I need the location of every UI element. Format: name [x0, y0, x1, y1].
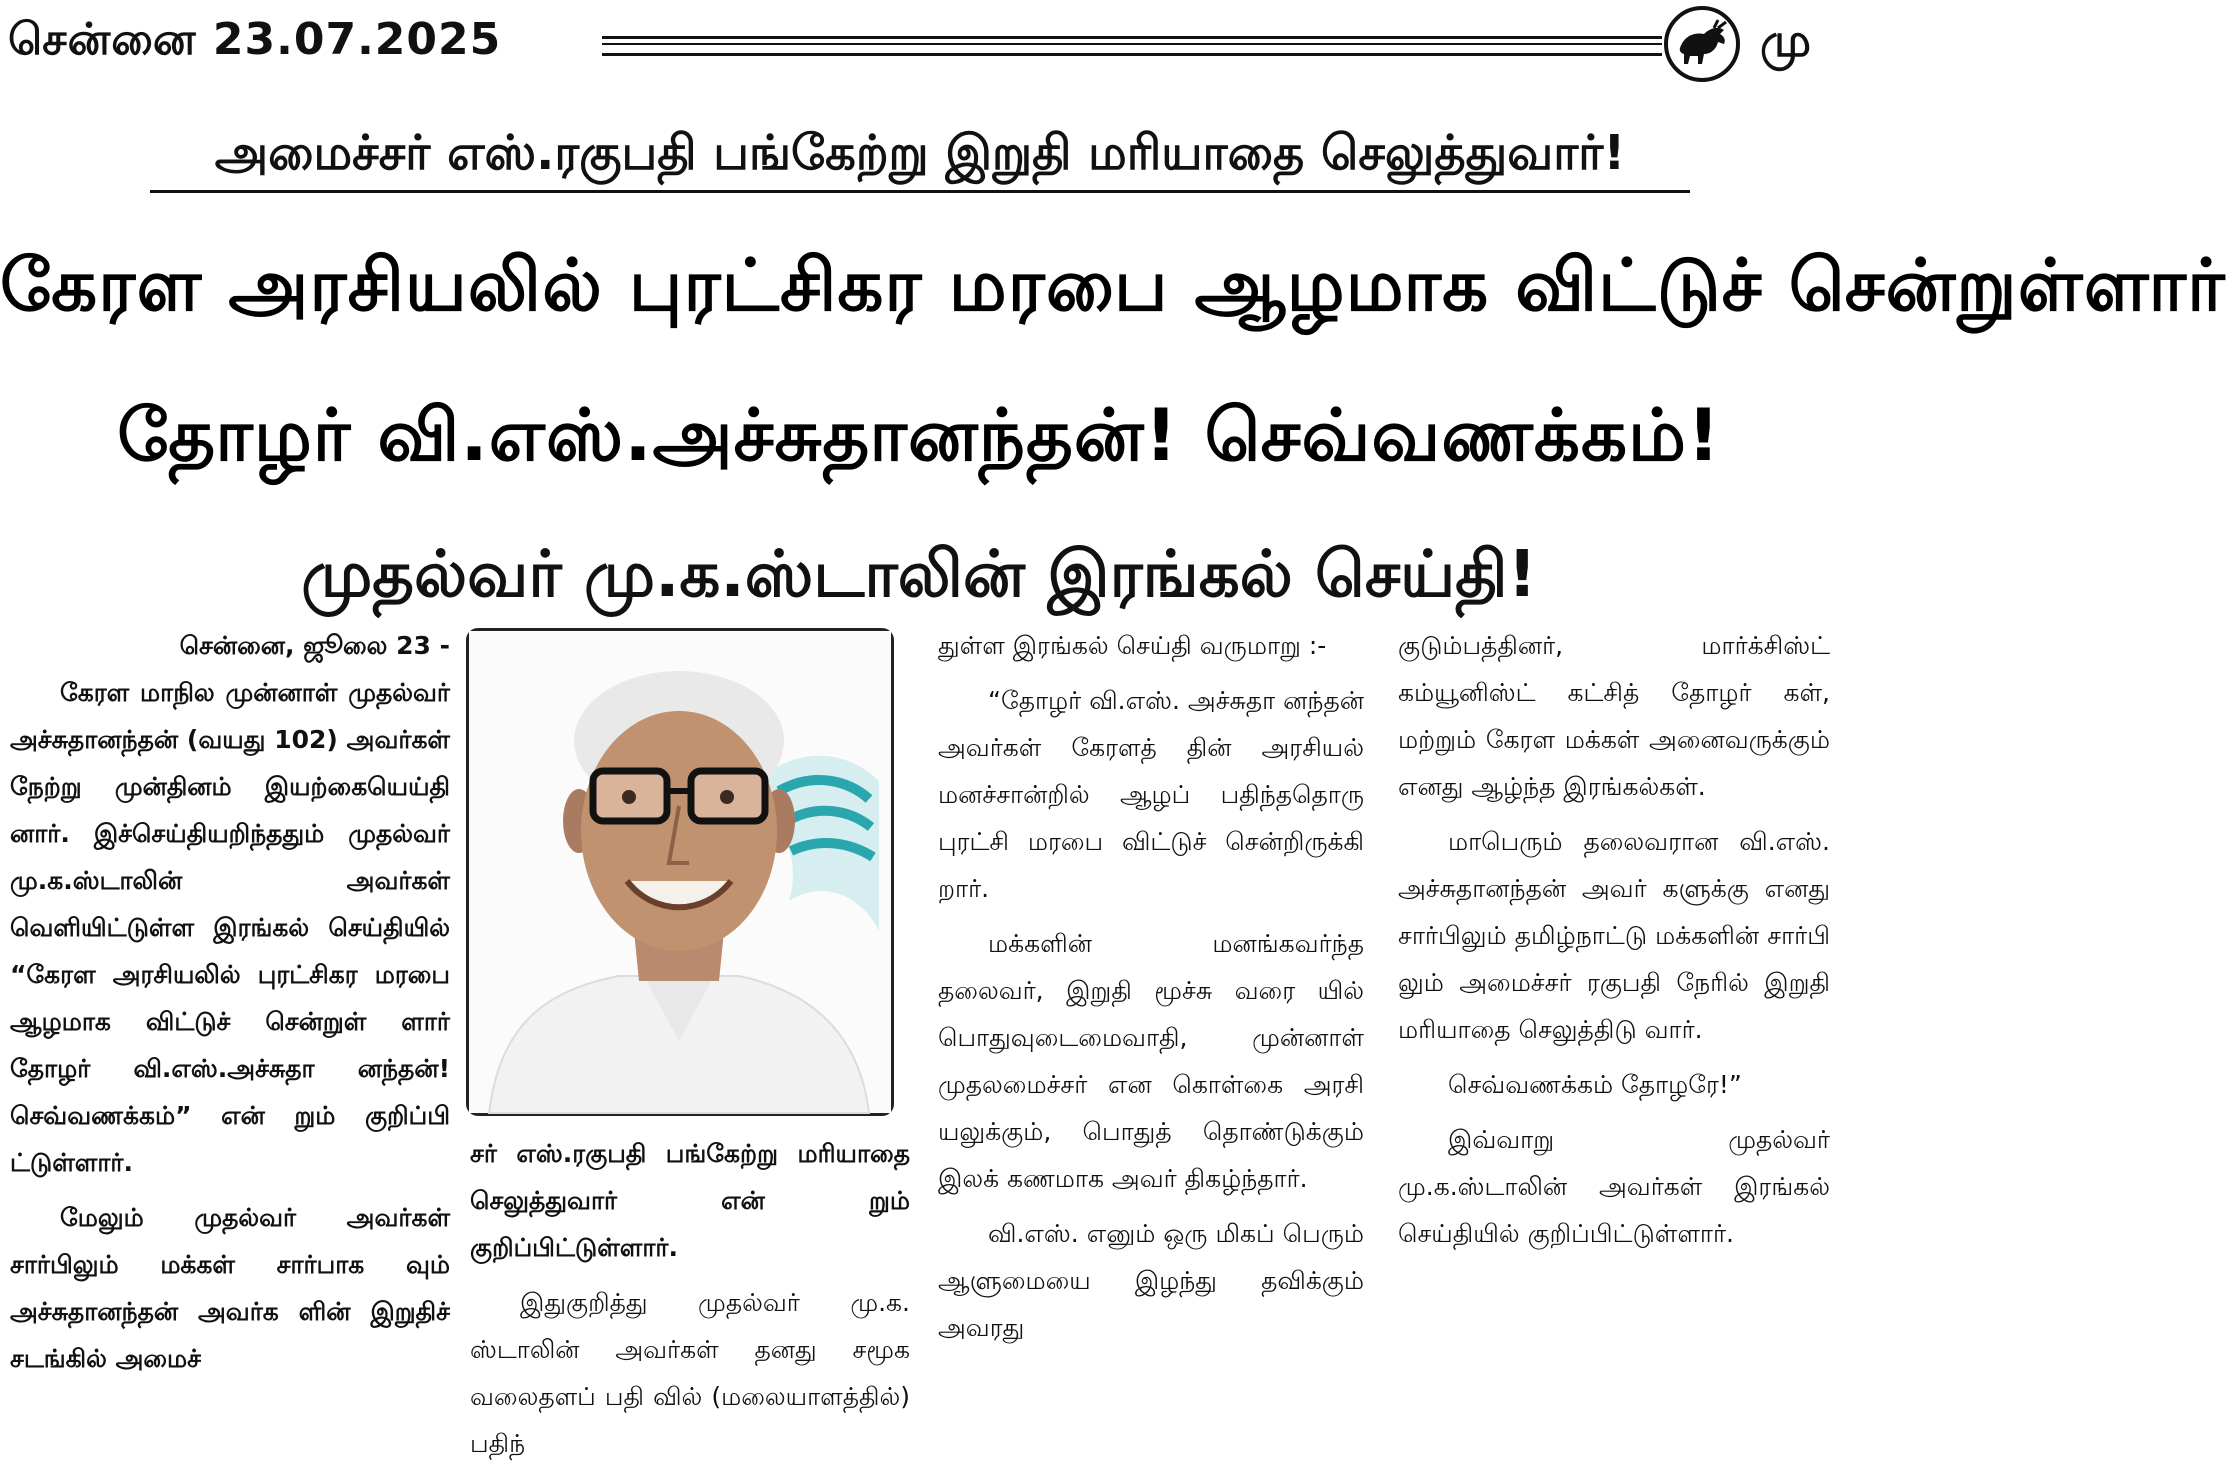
subheadline: முதல்வர் மு.க.ஸ்டாலின் இரங்கல் செய்தி!: [301, 538, 1537, 612]
bull-emblem-icon: [1664, 6, 1740, 82]
paragraph: “தோழர் வி.எஸ். அச்சுதா னந்தன் அவர்கள் கேரளத் தின் அரசியல் மனச்சான்றில் ஆழப் பதிந்ததொரு புரட்சி மரபை விட்டுச் சென்றிருக்கி றார்.: [938, 686, 1364, 903]
paragraph: சர் எஸ்.ரகுபதி பங்கேற்று மரியாதை செலுத்துவார் என் றும் குறிப்பிட்டுள்ளார்.: [470, 1139, 910, 1262]
paragraph: துள்ள இரங்கல் செய்தி வருமாறு :-: [938, 631, 1327, 660]
headline-line-1: கேரள அரசியலில் புரட்சிகர மரபை ஆழமாக விட்டுச் சென்றுள்ளார்: [0, 243, 2226, 327]
paragraph: வி.எஸ். எனும் ஒரு மிகப் பெரும் ஆளுமையை இழந்து தவிக்கும் அவரது: [938, 1219, 1364, 1342]
article-column-3: [938, 622, 1364, 1351]
article-column-1: [10, 622, 450, 1382]
paragraph: இதுகுறித்து முதல்வர் மு.க. ஸ்டாலின் அவர்கள் தனது சமூக வலைதளப் பதி வில் (மலையாளத்தில்) பதிந்: [470, 1288, 910, 1458]
paragraph: மேலும் முதல்வர் அவர்கள் சார்பிலும் மக்கள் சார்பாக வும் அச்சுதானந்தன் அவர்க ளின் இறுதிச் சடங்கில் அமைச்: [10, 1203, 450, 1373]
paragraph: இவ்வாறு முதல்வர் மு.க.ஸ்டாலின் அவர்கள் இரங்கல் செய்தியில் குறிப்பிட்டுள்ளார்.: [1398, 1125, 1830, 1248]
paragraph: குடும்பத்தினர், மார்க்சிஸ்ட் கம்யூனிஸ்ட் கட்சித் தோழர் கள், மற்றும் கேரள மக்கள் அனைவருக்கும் எனது ஆழ்ந்த இரங்கல்கள்.: [1398, 631, 1830, 801]
dateline: சென்னை, ஜூலை 23 -: [179, 631, 450, 660]
masthead: [0, 0, 1838, 92]
headline-line-2: தோழர் வி.எஸ்.அச்சுதானந்தன்! செவ்வணக்கம்!: [117, 393, 1721, 477]
paragraph: மக்களின் மனங்கவர்ந்த தலைவர், இறுதி மூச்சு வரை யில் பொதுவுடைமைவாதி, முன்னாள் முதலமைச்சர் என கொள்கை அரசி யலுக்கும், பொதுத் தொண்டுக்கும் இலக் கணமாக அவர் திகழ்ந்தார்.: [938, 929, 1364, 1193]
article-column-2: [470, 1130, 910, 1467]
masthead-date: சென்னை 23.07.2025: [8, 14, 502, 65]
masthead-page-cut: மு: [1760, 13, 1812, 67]
kicker-headline: அமைச்சர் எஸ்.ரகுபதி பங்கேற்று இறுதி மரியாதை செலுத்துவார்!: [150, 118, 1690, 193]
portrait-photo: [466, 628, 894, 1116]
paragraph: செவ்வணக்கம் தோழரே!”: [1448, 1070, 1742, 1099]
paragraph: மாபெரும் தலைவரான வி.எஸ். அச்சுதானந்தன் அவர் களுக்கு எனது சார்பிலும் தமிழ்நாட்டு மக்களின் சார்பி லும் அமைச்சர் ரகுபதி நேரில் இறுதி மரியாதை செலுத்திடு வார்.: [1398, 827, 1830, 1044]
masthead-rule: [602, 36, 1662, 56]
article-column-4: [1398, 622, 1830, 1257]
paragraph: கேரள மாநில முன்னாள் முதல்வர் அச்சுதானந்தன் (வயது 102) அவர்கள் நேற்று முன்தினம் இயற்கையெய்தி னார். இச்செய்தியறிந்ததும் முதல்வர் மு.க.ஸ்டாலின் அவர்கள் வெளியிட்டுள்ள இரங்கல் செய்தியில் “கேரள அரசியலில் புரட்சிகர மரபை ஆழமாக விட்டுச் சென்றுள் ளார் தோழர் வி.எஸ்.அச்சுதா னந்தன்! செவ்வணக்கம்” என் றும் குறிப்பி ட்டுள்ளார்.: [10, 678, 450, 1177]
